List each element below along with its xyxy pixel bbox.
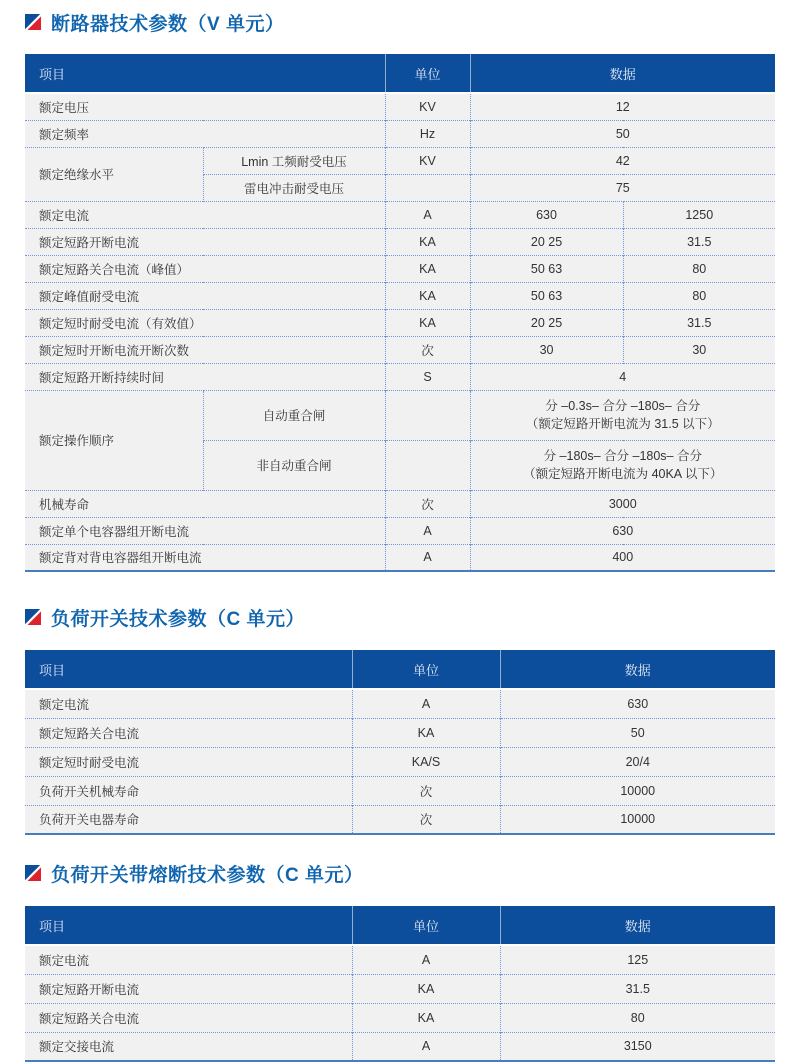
table-row — [25, 544, 775, 571]
table-row — [25, 309, 775, 336]
item-cell: 额定电压 — [25, 93, 385, 120]
data-line-2: （额定短路开断电流为 40KA 以下） — [523, 467, 723, 481]
data-cell: 4 — [470, 363, 775, 390]
item-cell: 额定频率 — [25, 120, 385, 147]
data-line-1: 分 –0.3s– 合分 –180s– 合分 — [545, 398, 701, 413]
data-cell: 10000 — [500, 805, 775, 834]
data-cell — [470, 440, 775, 490]
unit-cell: 次 — [385, 490, 470, 517]
data-cell: 30 — [623, 336, 775, 363]
data-cell: 20/4 — [500, 747, 775, 776]
table-row — [25, 363, 775, 390]
column-header-data: 数据 — [470, 54, 775, 93]
column-header-data: 数据 — [500, 650, 775, 689]
item-cell: 额定交接电流 — [25, 1032, 352, 1061]
section-title-load-switch-fuse — [25, 861, 775, 885]
section-title-text: 断路器技术参数（V 单元） — [51, 13, 285, 35]
table-row — [25, 120, 775, 147]
table-row — [25, 201, 775, 228]
column-header-unit: 单位 — [352, 650, 500, 689]
data-cell: 31.5 — [623, 228, 775, 255]
item-cell: 额定操作顺序 — [25, 390, 203, 490]
unit-cell: KA — [352, 718, 500, 747]
section-title-text: 负荷开关技术参数（C 单元） — [51, 608, 306, 630]
table-row — [25, 1032, 775, 1061]
table-row — [25, 255, 775, 282]
table-row — [25, 747, 775, 776]
table-row — [25, 776, 775, 805]
unit-cell: KV — [385, 147, 470, 174]
column-header-unit: 单位 — [352, 906, 500, 945]
data-cell: 20 25 — [470, 309, 623, 336]
sub-item-cell: 自动重合闸 — [203, 390, 385, 440]
data-cell: 50 63 — [470, 282, 623, 309]
data-cell: 400 — [470, 544, 775, 571]
unit-cell: 次 — [352, 776, 500, 805]
item-cell: 额定短路关合电流（峰值） — [25, 255, 385, 282]
data-cell: 630 — [470, 517, 775, 544]
data-cell: 630 — [500, 689, 775, 718]
table-row — [25, 490, 775, 517]
data-cell: 75 — [470, 174, 775, 201]
data-cell: 42 — [470, 147, 775, 174]
sub-item-cell: 雷电冲击耐受电压 — [203, 174, 385, 201]
breaker-params-table — [25, 54, 775, 572]
unit-cell — [385, 390, 470, 440]
item-cell: 额定短时耐受电流 — [25, 747, 352, 776]
data-cell: 30 — [470, 336, 623, 363]
unit-cell: KA — [352, 974, 500, 1003]
column-header-item: 项目 — [25, 906, 352, 945]
table-row — [25, 390, 775, 440]
data-cell: 50 — [470, 120, 775, 147]
unit-cell: A — [385, 544, 470, 571]
unit-cell: A — [352, 689, 500, 718]
sub-item-cell: 非自动重合闸 — [203, 440, 385, 490]
table-row — [25, 282, 775, 309]
unit-cell: Hz — [385, 120, 470, 147]
data-cell — [470, 390, 775, 440]
item-cell: 负荷开关机械寿命 — [25, 776, 352, 805]
unit-cell — [385, 440, 470, 490]
table-header-row — [25, 906, 775, 945]
diagonal-square-icon — [25, 609, 41, 625]
data-cell: 10000 — [500, 776, 775, 805]
load-switch-fuse-params-table — [25, 906, 775, 1062]
item-cell: 负荷开关电器寿命 — [25, 805, 352, 834]
item-cell: 额定短路开断电流 — [25, 974, 352, 1003]
table-row — [25, 974, 775, 1003]
column-header-item: 项目 — [25, 650, 352, 689]
unit-cell: 次 — [385, 336, 470, 363]
column-header-item: 项目 — [25, 54, 385, 93]
unit-cell: KA/S — [352, 747, 500, 776]
item-cell: 额定单个电容器组开断电流 — [25, 517, 385, 544]
diagonal-square-icon — [25, 865, 41, 881]
data-cell: 12 — [470, 93, 775, 120]
item-cell: 额定绝缘水平 — [25, 147, 203, 201]
table-header-row — [25, 650, 775, 689]
unit-cell: A — [385, 201, 470, 228]
data-cell: 3150 — [500, 1032, 775, 1061]
data-cell: 125 — [500, 945, 775, 974]
section-title-breaker — [25, 10, 775, 34]
item-cell: 额定背对背电容器组开断电流 — [25, 544, 385, 571]
data-cell: 80 — [623, 255, 775, 282]
data-cell: 31.5 — [623, 309, 775, 336]
item-cell: 额定短路开断持续时间 — [25, 363, 385, 390]
data-cell: 3000 — [470, 490, 775, 517]
table-row — [25, 517, 775, 544]
column-header-data: 数据 — [500, 906, 775, 945]
item-cell: 额定电流 — [25, 945, 352, 974]
data-line-2: （额定短路开断电流为 31.5 以下） — [525, 417, 720, 431]
unit-cell: KV — [385, 93, 470, 120]
table-row — [25, 718, 775, 747]
data-cell: 80 — [623, 282, 775, 309]
item-cell: 额定短时开断电流开断次数 — [25, 336, 385, 363]
data-cell: 31.5 — [500, 974, 775, 1003]
table-row — [25, 1003, 775, 1032]
data-cell: 50 — [500, 718, 775, 747]
section-title-load-switch — [25, 605, 775, 629]
item-cell: 额定短路开断电流 — [25, 228, 385, 255]
table-row — [25, 93, 775, 120]
table-row — [25, 336, 775, 363]
diagonal-square-icon — [25, 14, 41, 30]
table-row — [25, 805, 775, 834]
unit-cell: KA — [385, 282, 470, 309]
unit-cell: 次 — [352, 805, 500, 834]
table-row — [25, 147, 775, 174]
item-cell: 额定电流 — [25, 201, 385, 228]
unit-cell: A — [352, 945, 500, 974]
sub-item-cell: Lmin 工频耐受电压 — [203, 147, 385, 174]
unit-cell: KA — [385, 255, 470, 282]
unit-cell: S — [385, 363, 470, 390]
unit-cell: KA — [385, 228, 470, 255]
unit-cell: A — [385, 517, 470, 544]
unit-cell: KA — [352, 1003, 500, 1032]
data-cell: 630 — [470, 201, 623, 228]
item-cell: 额定短时耐受电流（有效值） — [25, 309, 385, 336]
data-cell: 1250 — [623, 201, 775, 228]
unit-cell: KA — [385, 309, 470, 336]
table-header-row — [25, 54, 775, 93]
unit-cell: A — [352, 1032, 500, 1061]
load-switch-params-table — [25, 650, 775, 835]
data-cell: 50 63 — [470, 255, 623, 282]
table-row — [25, 689, 775, 718]
unit-cell — [385, 174, 470, 201]
item-cell: 额定短路关合电流 — [25, 718, 352, 747]
data-cell: 80 — [500, 1003, 775, 1032]
item-cell: 机械寿命 — [25, 490, 385, 517]
data-line-1: 分 –180s– 合分 –180s– 合分 — [543, 448, 702, 463]
item-cell: 额定峰值耐受电流 — [25, 282, 385, 309]
section-title-text: 负荷开关带熔断技术参数（C 单元） — [51, 864, 364, 886]
table-row — [25, 228, 775, 255]
column-header-unit: 单位 — [385, 54, 470, 93]
table-row — [25, 945, 775, 974]
item-cell: 额定短路关合电流 — [25, 1003, 352, 1032]
data-cell: 20 25 — [470, 228, 623, 255]
item-cell: 额定电流 — [25, 689, 352, 718]
